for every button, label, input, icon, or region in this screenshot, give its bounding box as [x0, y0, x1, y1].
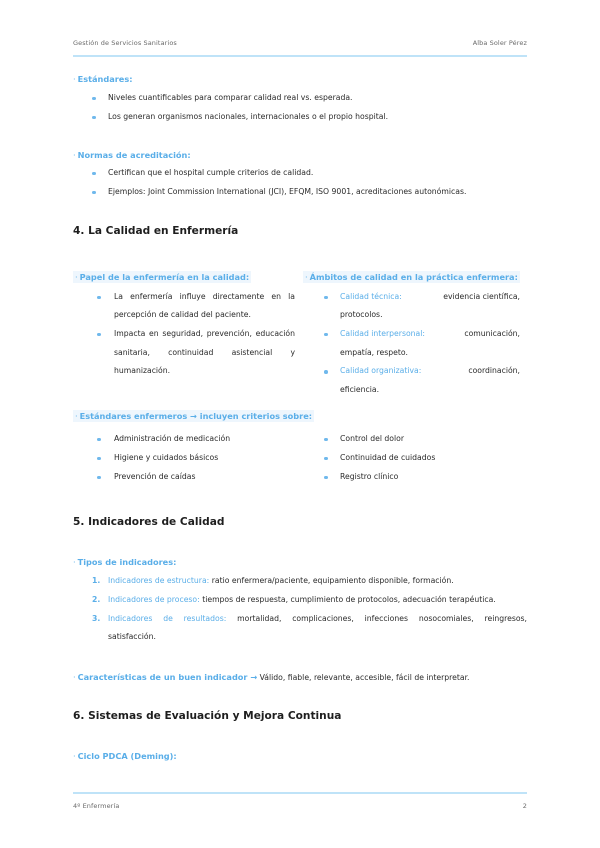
papel-item-2-line2: sanitaria, continuidad asistencial y — [114, 348, 295, 357]
bullet-icon — [324, 333, 328, 337]
page-number: 2 — [522, 802, 527, 810]
ambitos-label: · Ámbitos de calidad en la práctica enfermera: — [305, 272, 518, 282]
list-item: Niveles cuantificables para comparar calidad real vs. esperada. — [108, 93, 353, 102]
list-item: Administración de medicación — [114, 434, 231, 443]
ambitos-interpersonal-line2: empatía, respeto. — [340, 348, 408, 357]
list-item: Registro clínico — [340, 472, 399, 481]
papel-item-2-line1: Impacta en seguridad, prevención, educación — [114, 329, 295, 338]
header-rule — [73, 55, 527, 57]
ambitos-interpersonal: Calidad interpersonal: comunicación, — [340, 329, 520, 338]
bullet-icon — [97, 333, 101, 337]
papel-item-1-line2: percepción de calidad del paciente. — [114, 310, 251, 319]
bullet-icon — [92, 172, 96, 176]
indicador-proceso: Indicadores de proceso: tiempos de respuesta, cumplimiento de protocolos, adecuación terapéutica. — [108, 595, 496, 604]
papel-label: · Papel de la enfermería en la calidad: — [75, 272, 250, 282]
bullet-icon — [92, 116, 96, 120]
footer-left: 4º Enfermería — [73, 802, 120, 810]
bullet-icon — [324, 476, 328, 480]
papel-item-1-line1: La enfermería influye directamente en la — [114, 292, 295, 301]
list-item: Higiene y cuidados básicos — [114, 453, 219, 462]
estandares-enf-label: · Estándares enfermeros → incluyen criterios sobre: — [75, 411, 313, 421]
ambitos-tecnica: Calidad técnica: evidencia científica, — [340, 292, 520, 301]
list-item: Control del dolor — [340, 434, 405, 443]
ambitos-organizativa: Calidad organizativa: coordinación, — [340, 366, 520, 375]
indicador-resultados: Indicadores de resultados: mortalidad, complicaciones, infecciones nosocomiales, reingresos, — [108, 614, 527, 623]
tipos-label: · Tipos de indicadores: — [73, 557, 177, 567]
list-item: Certifican que el hospital cumple criterios de calidad. — [108, 168, 314, 177]
bullet-icon — [97, 296, 101, 300]
section-4-title: 4. La Calidad en Enfermería — [73, 225, 239, 237]
bullet-icon — [92, 191, 96, 195]
papel-item-2-line3: humanización. — [114, 366, 171, 375]
list-item: Prevención de caídas — [114, 472, 196, 481]
indicador-resultados-line2: satisfacción. — [108, 632, 156, 641]
list-number: 2. — [92, 595, 101, 604]
bullet-icon — [97, 438, 101, 442]
estandares-label: · Estándares: — [73, 74, 133, 84]
list-number: 1. — [92, 576, 101, 585]
bullet-icon — [92, 97, 96, 101]
list-item: Los generan organismos nacionales, internacionales o el propio hospital. — [108, 112, 389, 121]
list-item: Continuidad de cuidados — [340, 453, 436, 462]
bullet-icon — [97, 476, 101, 480]
bullet-icon — [324, 438, 328, 442]
indicador-estructura: Indicadores de estructura: ratio enfermera/paciente, equipamiento disponible, formación. — [108, 576, 454, 585]
section-5-title: 5. Indicadores de Calidad — [73, 516, 225, 528]
normas-label: · Normas de acreditación: — [73, 150, 191, 160]
list-number: 3. — [92, 614, 101, 623]
bullet-icon — [324, 296, 328, 300]
bullet-icon — [324, 457, 328, 461]
footer-rule — [73, 792, 527, 794]
caracteristicas: · Características de un buen indicador → Válido, fiable, relevante, accesible, fácil de interpretar. — [73, 672, 470, 682]
ambitos-organizativa-line2: eficiencia. — [340, 385, 380, 394]
section-6-title: 6. Sistemas de Evaluación y Mejora Continua — [73, 710, 342, 722]
bullet-icon — [324, 370, 328, 374]
header-left: Gestión de Servicios Sanitarios — [73, 39, 177, 47]
ciclo-pdca-label: · Ciclo PDCA (Deming): — [73, 751, 177, 761]
header-right: Alba Soler Pérez — [472, 39, 527, 47]
list-item: Ejemplos: Joint Commission International (JCI), EFQM, ISO 9001, acreditaciones autonómicas. — [108, 187, 467, 196]
ambitos-tecnica-line2: protocolos. — [340, 310, 383, 319]
bullet-icon — [97, 457, 101, 461]
